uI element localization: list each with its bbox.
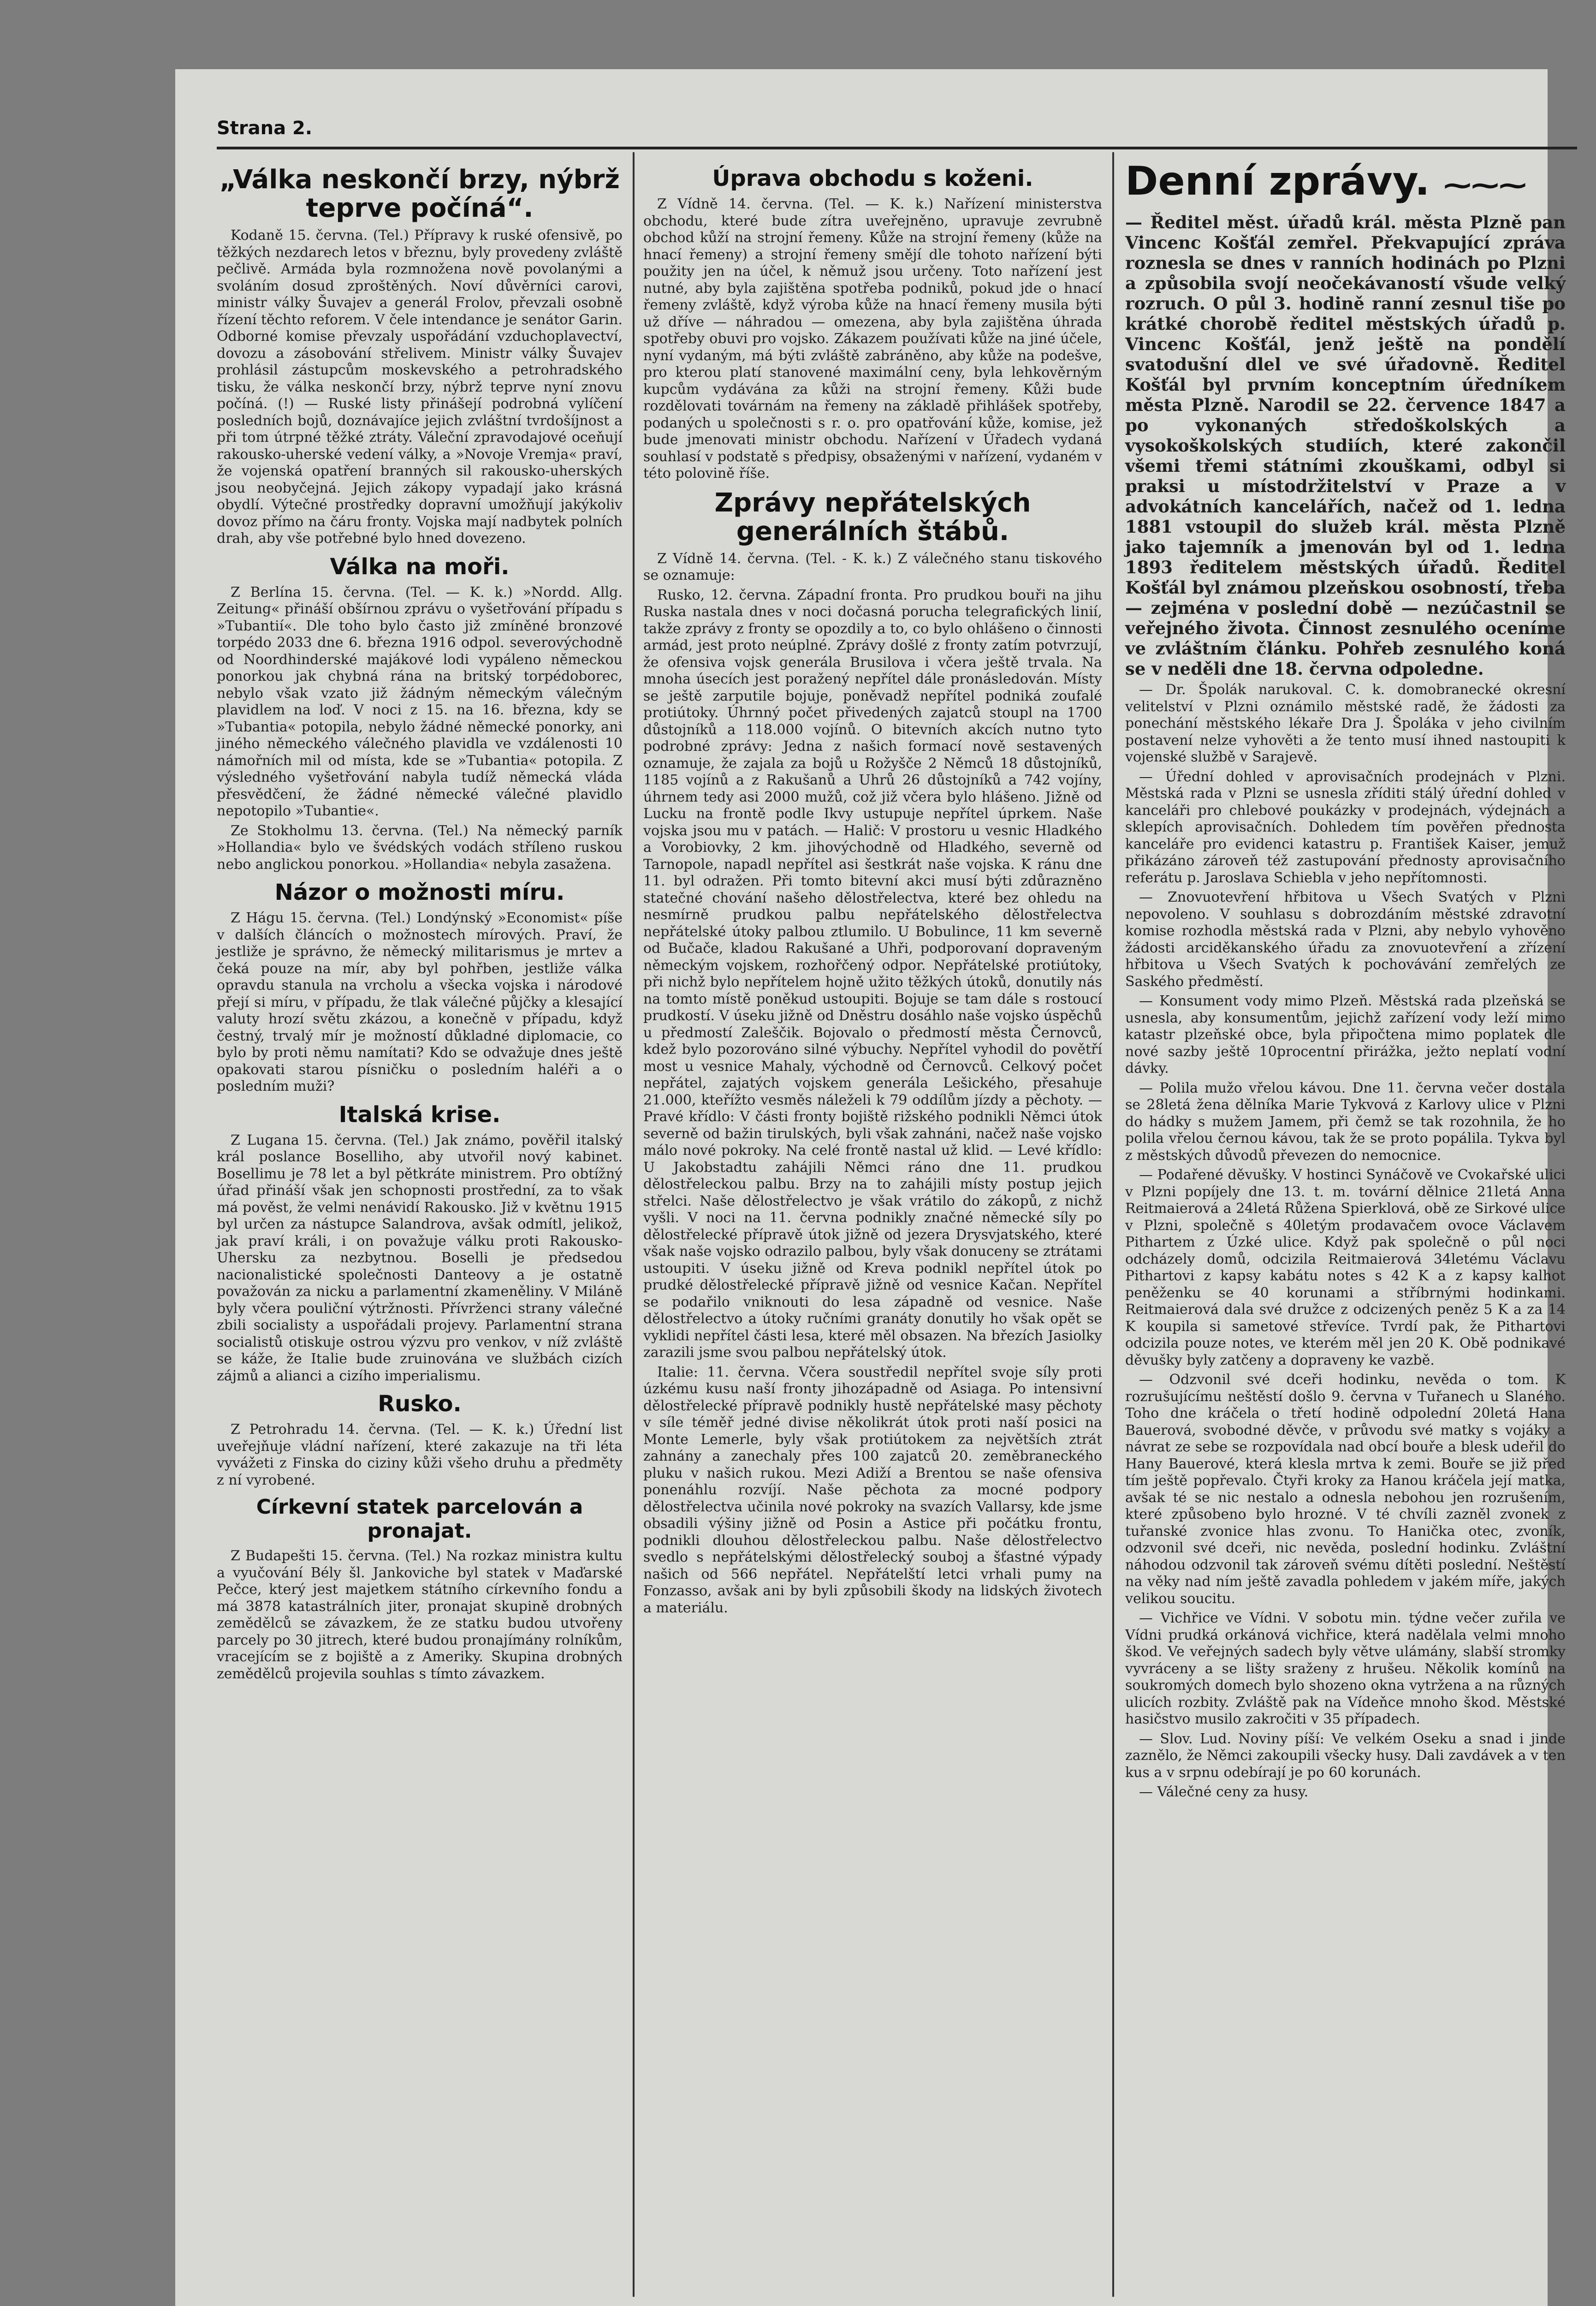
article-paragraph: Z Hágu 15. června. (Tel.) Londýnský »Economist« píše v dalších článcích o možnostech mírových. Praví, že jestliže je správno, že německý militarismus je mrtev a čeká pouze na mír, aby byl pohřben, jestliže válka opravdu stanula na vrcholu a všecka vojska i národové přejí si míru, v případu, že tlak válečné půjčky a klesající valuty hrozí světu zkázou, a konečně v případu, když čestný, trvalý mír je možností důkladné diplomacie, co bylo by proti němu namítati? Kdo se odvažuje dnes ještě opakovati starou písničku o posledním haléři a o posledním muži? <box>217 910 623 1094</box>
news-item: — Úřední dohled v aprovisačních prodejnách v Plzni. Městská rada v Plzni se usnesla zříditi stálý úřední dohled v kanceláři pro chlebové poukázky v prodejnách, výdejnách a sklepích aprovisačních. Dohledem tím pověřen přednosta kanceláře pro evidenci katastru p. František Kaiser, jemuž přikázáno zároveň též zastupování přednosty aprovisačního referátu p. Jaroslava Schiebla v jeho nepřítomnosti. <box>1125 768 1566 886</box>
column-middle <box>643 159 1102 1619</box>
lead-paragraph: — Ředitel měst. úřadů král. města Plzně pan Vincenc Košťál zemřel. Překvapující zpráva roznesla se dnes v ranních hodinách po Plzni a způsobila svojí neočekávaností všude velký rozruch. O půl 3. hodině ranní zesnul tiše po krátké chorobě ředitel městských úřadů p. Vincenc Košťál, jenž ještě na pondělí svatodušní dlel ve své úřadovně. Ředitel Košťál byl prvním konceptním úředníkem města Plzně. Narodil se 22. července 1847 a po vykonaných středoškolských a vysokoškolských studiích, které zakončil všemi třemi státními zkouškami, odbyl si praksi u místodržitelství v Praze a v advokátních kancelářích, načež od 1. ledna 1881 vstoupil do služeb král. města Plzně jako tajemník a jmenován byl od 1. ledna 1893 ředitelem městských úřadů. Ředitel Košťál byl známou plzeňskou osobností, třeba — zejména v poslední době — nezúčastnil se veřejného života. Činnost zesnulého oceníme ve zvláštním článku. Pohřeb zesnulého koná se v neděli dne 18. června odpoledne. <box>1125 212 1566 679</box>
news-item: — Dr. Špolák narukoval. C. k. domobranecké okresní velitelství v Plzni oznámilo městské radě, že žádosti za ponechání městského lékaře Dra J. Špoláka v jeho civilním postavení nelze vyhověti a že tento musí ihned nastoupiti k vojenské službě v Sarajevě. <box>1125 682 1566 765</box>
article-paragraph: Z Petrohradu 14. června. (Tel. — K. k.) Úřední list uveřejňuje vládní nařízení, které zakazuje na tři léta vyvážeti z Finska do ciziny kůži všeho druhu a předměty z ní vyrobené. <box>217 1421 623 1488</box>
header-rule <box>217 147 1577 149</box>
news-item: — Válečné ceny za husy. <box>1139 1784 1309 1800</box>
news-item: — Konsument vody mimo Plzeň. Městská rada plzeňská se usnesla, aby konsumentům, jejichž zařízení vody leží mimo katastr plzeňské obce, byla připočtena mimo poplatek dle nové sazby ještě 10procentní přirážka, ježto neplatí vodní dávky. <box>1125 993 1566 1076</box>
news-item: — Podařené děvušky. V hostinci Synáčově ve Cvokařské ulici v Plzni popíjely dne 13. t. m. tovární dělnice 21letá Anna Reitmaierová a 24letá Růžena Spierklová, obě ze Sirkové ulice v Plzni, společně s 40letým prodavačem ovoce Václavem Pithartem z Úzké ulice. Když pak společně o půl noci odcházely domů, odcizila Reitmaierová 34letému Václavu Pithartovi z kapsy kabátu notes s 42 K a z kapsy kalhot peněženku se 40 korunami a stříbrnými hodinkami. Reitmaierová dala své družce z odcizených peněz 5 K a za 14 K koupila si sametové střevíce. Tvrdí pak, že Pithartovi odcizila pouze notes, ve kterém měl jen 20 K. Obě podnikavé děvušky byly zatčeny a dopraveny ke vazbě. <box>1125 1167 1566 1368</box>
article-paragraph: Ze Stokholmu 13. června. (Tel.) Na německý parník »Hollandia« bylo ve švédských vodách stříleno ruskou nebo anglickou ponorkou. »Hollandia« nebyla zasažena. <box>217 822 623 873</box>
headline: Církevní statek parcelován a pronajat. <box>256 1495 583 1543</box>
article-paragraph: Rusko, 12. června. Západní fronta. Pro prudkou bouři na jihu Ruska nastala dnes v noci dočasná porucha telegrafických linií, takže zprávy z fronty se opozdily a to, co bylo ohlášeno o činnosti armád, jest proto neúplné. Zprávy došlé z fronty zatím potvrzují, že ofensiva vojsk generála Brusilova i včera ještě trvala. Na mnoha úsecích jest poražený nepřítel dále pronásledován. Místy se ještě zarputile bojuje, poněvadž nepřítel podniká zoufalé protiútoky. Úhrnný počet přivedených zajatců stoupl na 1700 důstojníků a 118.000 vojínů. O bitevních akcích nutno tyto podrobné zprávy: Jedna z našich formací nově sestavených oznamuje, že zajala za bojů u Rožyšče 2 Němců 18 důstojníků, 1185 vojínů a z Rakušanů a Uhrů 26 důstojníků a 742 vojíny, úhrnem tedy asi 2000 mužů, což již včera bylo hlášeno. Jižně od Lucku na frontě podle Ikvy ustupuje nepřítel úprkem. Naše vojska jsou mu v patách. — Halič: V prostoru u vesnic Hladkého a Vorobiovky, 2 km. jihovýchodně od Hladkého, severně od Tarnopole, napadl nepřítel asi šestkrát naše vojska. K ránu dne 11. byl odražen. Při tomto bitevní akci musí býti zdůrazněno statečné chování našeho dělostřelectva, které bez ohledu na nesmírně prudkou palbu nepřátelského dělostřelectva nepřátelské útoky palbou ztlumilo. U Bobulince, 11 km severně od Bučače, kladou Rakušané a Uhři, podporovaní dopraveným německým vojskem, rozhořčený odpor. Nepřátelské protiútoky, při nichž bylo nepřítelem hojně užito těžkých útoků, donutily nás na tomto místě poněkud ustoupiti. Bojuje se tam dále s rostoucí prudkostí. V úseku jižně od Dněstru dosáhlo naše vojsko úspěchů u předmostí Zaleščik. Bojovalo o předmostí města Černovců, kdež bylo pozorováno silné výbuchy. Nepřítel vyhodil do povětří most u vesnice Mahaly, východně od Černovců. Celkový počet nepřátel, zajatých vojskem generála Lešického, přesahuje 21.000, kteřížto vesměs náleželi k 79 oddílům jízdy a pěchoty. — Pravé křídlo: V části fronty bojiště rižského podnikli Němci útok severně od bažin tirulských, byli však zahnáni, načež naše vojsko málo nové pokroky. Na celé frontě nastal už klid. — Levé křídlo: U Jakobstadtu zahájili Němci ráno dne 11. prudkou dělostřeleckou palbu. Brzy na to zahájili místy postup jejich střelci. Naše dělostřelectvo je však vrátilo do zákopů, z nichž vyšli. V noci na 11. června podnikly značné německé síly po dělostřelecké přípravě útok jižně od jezera Drysvjatského, které však naše vojsko odrazilo palbou, byly však donuceny se ztrátami ustoupiti. V úseku jižně od Kreva podnikl nepřítel útok po prudké dělostřelecké přípravě jižně od vesnice Kačan. Nepřítel se podařilo vniknouti do lesa západně od vesnice. Naše dělostřelectvo a útoky ručními granáty donutily ho však opět se vyklidi nepřítel části lesa, které měl obsazen. Na březích Jasiolky zarazili jsme svou palbou nepřátelský útok. <box>643 587 1102 1361</box>
article-paragraph: Z Berlína 15. června. (Tel. — K. k.) »Nordd. Allg. Zeitung« přináší obšírnou zprávu o vyšetřování případu s »Tubantií«. Dle toho bylo často již zmíněné bronzové torpédo 2033 dne 6. března 1916 odpol. severovýchodně od Noordhinderské majákové lodi vypáleno německou ponorkou jak chybná rána na britský torpédoborec, nebylo však vzato již žádným německým válečným plavidlem na loď. V noci z 15. na 16. března, kdy se »Tubantia« potopila, nebylo žádné německé ponorky, ani jiného německého válečného plavidla ve vzdálenosti 10 námořních mil od místa, kde se »Tubantia« potopila. Z výsledného vyšetřování nabyla tudíž německá vláda přesvědčení, že žádné německé válečné plavidlo nepotopilo »Tubantie«. <box>217 584 623 819</box>
headline: Rusko. <box>378 1391 462 1417</box>
article-paragraph: Italie: 11. června. Včera soustředil nepřítel svoje síly proti úzkému kusu naší fronty jihozápadně od Asiaga. Po intensivní dělostřelecké přípravě podnikly hustě nepřátelské masy pěchoty v síle téměř jedné divise několikrát útok proti naší posici na Monte Lemerle, byly však protiútokem za největších ztrát zahnány a zanechaly přes 100 zajatců 20. zeměbraneckého pluku v našich rukou. Mezi Adiží a Brentou se naše ofensiva ponenáhlu rozvíjí. Naše pěchota za mocné podpory dělostřelectva učinila nové pokroky na svazích Vallarsy, kde jsme obsadili výšiny jižně od Posin a Astice při počátku frontu, podnikli dlouhou dělostřeleckou palbu. Naše dělostřelectvo svedlo s nepřátelskými dělostřelecký souboj a šťastné výpady našich od 566 nepřátel. Nepřátelští letci vrhali pumy na Fonzasso, avšak ani by byli způsobili škody na lidských životech a materiálu. <box>643 1364 1102 1616</box>
article-paragraph: Z Lugana 15. června. (Tel.) Jak známo, pověřil italský král poslance Boselliho, aby utvořil nový kabinet. Bosellimu je 78 let a byl pětkráte ministrem. Pro obtížný úřad přináší však jen schopnosti prostřední, za to však má pověst, že velmi nenávidí Rakousko. Již v květnu 1915 byl určen za nástupce Salandrova, avšak odmítl, jelikož, jak praví králi, i on považuje válku proti Rakousko-Uhersku za nezbytnou. Boselli je předsedou nacionalistické společnosti Danteovy a je ostatně považován za nicku a parlamentní zkameněliny. V Miláně byly včera pouliční výtržnosti. Přívrženci strany válečné zbili socialisty a uspořádali projevy. Parlamentní strana socialistů otiskuje ostrou výzvu pro venkov, v níž zvláště se káže, že Italie bude zruinována ve službách cizích zájmů a alianci a cizího imperialismu. <box>217 1132 623 1384</box>
column-divider <box>633 152 635 2297</box>
article-paragraph: Z Budapešti 15. června. (Tel.) Na rozkaz ministra kultu a vyučování Bély šl. Jankoviche byl statek v Maďarské Pečce, který jest majetkem státního církevního fondu a má 3878 katastrálních jiter, pronajat skupině drobných zemědělců se závazkem, že ze statku budou utvořeny parcely po 30 jitrech, které budou pronajímány rolníkům, vracejícím se z bojiště a z Ameriky. Skupina drobných zemědělců projevila souhlas s tímto závazkem. <box>217 1548 623 1682</box>
news-item: — Slov. Lud. Noviny píší: Ve velkém Oseku a snad i jinde zaznělo, že Němci zakoupili všecky husy. Dali zavdávek a v ten kus a v srpnu odebírají je po 60 korunách. <box>1125 1730 1566 1781</box>
headline: Válka na moři. <box>330 553 510 580</box>
column-left <box>217 159 623 1685</box>
headline: Úprava obchodu s koženi. <box>712 166 1033 191</box>
headline: Italská krise. <box>338 1101 501 1128</box>
section-masthead <box>1125 159 1566 208</box>
headline: Zprávy nepřátelských generálních štábů. <box>714 487 1031 547</box>
headline: Názor o možnosti míru. <box>274 880 565 905</box>
page-number: Strana 2. <box>217 118 313 139</box>
masthead-title: Denní zprávy. <box>1125 158 1430 204</box>
headline: „Válka neskončí brzy, nýbrž teprve počíná“. <box>220 165 620 223</box>
wave-ornament-icon: ⁓⁓⁓ <box>1443 169 1527 202</box>
article-paragraph: Kodaně 15. června. (Tel.) Přípravy k ruské ofensivě, po těžkých nezdarech letos v březnu, byly provedeny zvláště pečlivě. Armáda byla rozmnožena nově povolanými a svoláním dosud zproštěných. Noví důvěrníci carovi, ministr války Šuvajev a generál Frolov, převzali osobně řízení těchto reforem. V čele intendance je senátor Garin. Odborné komise převzaly uspořádání vzduchoplavectví, dovozu a zásobování střelivem. Ministr války Šuvajev prohlásil zástupcům moskevského a petrohradského tisku, že válka neskončí brzy, nýbrž teprve nyní znovu počíná. (!) — Ruské listy přinášejí podrobná vylíčení posledních bojů, doznávajíce jejich zvláštní tvrdošíjnost a při tom útrpné těžké ztráty. Váleční zpravodajové oceňují rakousko-uherské vedení války, a »Novoje Vremja« praví, že vojenská opatření branných sil rakousko-uherských jsou neobyčejná. Jejich zákopy vypadají jako krásná obydlí. Výtečné prostředky dopravní umožňují jakýkoliv dovoz přímo na čáru fronty. Vojska mají nadbytek polních drah, aby vše potřebné bylo hned dovezeno. <box>217 227 623 547</box>
article-paragraph: Z Vídně 14. června. (Tel. - K. k.) Z válečného stanu tiskového se oznamuje: <box>643 550 1102 583</box>
lead-story <box>1125 212 1566 679</box>
news-item: — Vichřice ve Vídni. V sobotu min. týdne večer zuřila ve Vídni prudká orkánová vichřice, která nadělala velmi mnoho škod. Ve veřejných sadech byly větve ulámány, slabší stromky vyvráceny a se lišty sraženy z hrušeu. Několik komínů na soukromých domech bylo shozeno okna vytržena a na různých ulicích rozbity. Zvláště pak na Vídeňce mnoho škod. Městské hasičstvo musilo zakročiti v 35 případech. <box>1125 1610 1566 1727</box>
article-paragraph: Z Vídně 14. června. (Tel. — K. k.) Nařízení ministerstva obchodu, které bude zítra uveřejněno, upravuje zevrubně obchod kůží na strojní řemeny. Kůže na strojní řemeny (kůže na hnací řemeny) a strojní řemeny smějí dle tohoto nařízení býti použity jen na účel, k němuž jsou určeny. Toto nařízení jest nutné, aby byla zajištěna spotřeba podniků, pokud jde o hnací řemeny zvláště, když výroba kůže na hnací řemeny musila býti už dříve — náhradou — omezena, aby byla zajištěna úhrada spotřeby obuvi pro vojsko. Zákazem používati kůže na jiné účele, nyní vydaným, má býti zvláště zabráněno, aby kůže na podešve, pro kterou platí stanovené maximální ceny, byla lehkověrným kupcům vydávána za kůži na strojní řemeny. Kůži bude rozdělovati továrnám na řemeny na základě přihlášek spotřeby, podaných u společnosti s r. o. pro opatřování kůže, komise, jež bude jmenovati ministr obchodu. Nařízení v Úřadech vydaná souhlasí v podstatě s předpisy, obsaženými v nařízení, vydaném v této polovině říše. <box>643 196 1102 481</box>
news-item: — Odzvonil své dceři hodinku, nevěda o tom. K rozrušujícímu neštěstí došlo 9. června v Tuřanech u Slaného. Toho dne kráčela o třetí hodině odpolední 20letá Hana Bauerová, svobodné děvče, v průvodu své matky s vojáky a návrat ze sebe se rozpovídala nad obcí bouře a blesk udeřil do Hany Bauerové, která klesla mrtva k zemi. Bouře se již před tím ještě popřevalo. Čtyři kroky za Hanou kráčela její matka, avšak té se nic nestalo a odnesla nebohou jen rozrušením, které způsobeno bylo hrozné. V té chvíli zazněl zvonek z tuřanské zvonice hlas zvonu. To Hanička otec, zvoník, odzvonil své dceři, nic nevěda, poslední hodinku. Zvláštní náhodou odzvonil tak zároveň svému dítěti poslední. Neštěstí na věky nad ním ještě zavadla pohledem v jakém míře, jakých velikou soucitu. <box>1125 1372 1566 1607</box>
news-item: — Znovuotevření hřbitova u Všech Svatých v Plzni nepovoleno. V souhlasu s dobrozdáním městské zdravotní komise rozhodla městská rada v Plzni, aby nebylo vyhověno žádosti arciděkanského úřadu za znovuotevření a zřízení hřbitova u Všech Svatých k pochovávání zemřelých ze Saského předměstí. <box>1125 889 1566 990</box>
news-item: — Polila mužo vřelou kávou. Dne 11. června večer dostala se 28letá žena dělníka Marie Tykvová z Karlovy ulice v Plzni do hádky s mužem Jamem, při čemž se tak rozohnila, že ho polila vřelou černou kávou, tak že se proto popálila. Tykva byl z městských důvodů převezen do nemocnice. <box>1125 1080 1566 1164</box>
column-right <box>1125 159 1566 1804</box>
column-divider <box>1112 152 1114 2297</box>
